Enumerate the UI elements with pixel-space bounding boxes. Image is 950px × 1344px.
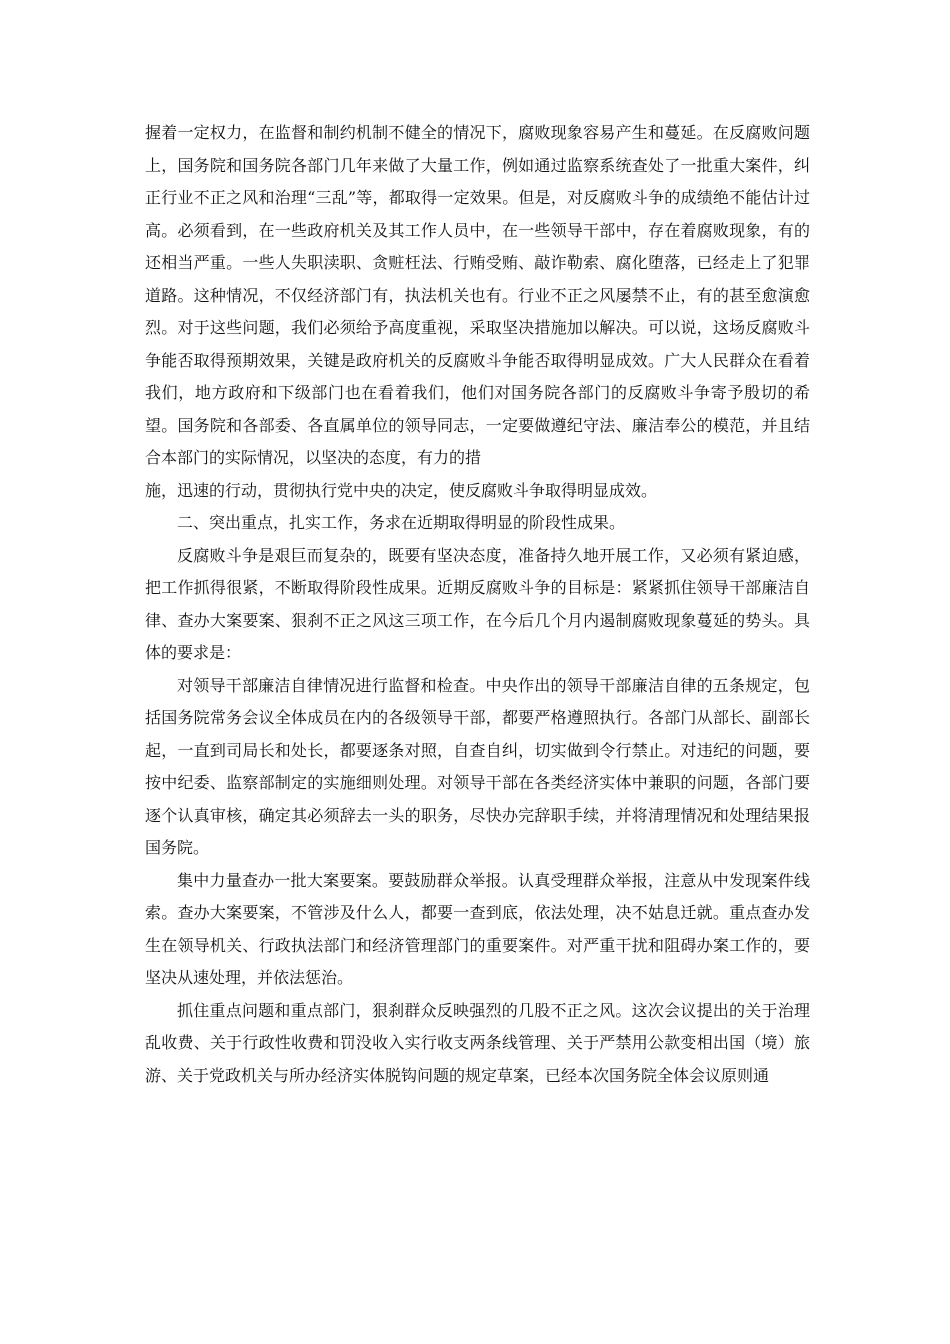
paragraph: 反腐败斗争是艰巨而复杂的，既要有坚决态度，准备持久地开展工作，又必须有紧迫感，把工作抓得很紧，不断取得阶段性成果。近期反腐败斗争的目标是：紧紧抓住领导干部廉洁自律、查办大案要案、狠刹不正之风这三项工作，在今后几个月内遏制腐败现象蔓延的势头。具体的要求是：: [145, 545, 810, 662]
paragraph-continued: 握着一定权力，在监督和制约机制不健全的情况下，腐败现象容易产生和蔓延。在反腐败问题上，国务院和国务院各部门几年来做了大量工作，例如通过监察系统查处了一批重大案件，纠正行业不正之风和治理“三乱”等，都取得一定效果。但是，对反腐败斗争的成绩绝不能估计过高。必须看到，在一些政府机关及其工作人员中，在一些领导干部中，存在着腐败现象，有的还相当严重。一些人失职渎职、贪赃枉法、行贿受贿、敲诈勒索、腐化堕落，已经走上了犯罪道路。这种情况，不仅经济部门有，执法机关也有。行业不正之风屡禁不止，有的甚至愈演愈烈。对于这些问题，我们必须给予高度重视，采取坚决措施加以解决。可以说，这场反腐败斗争能否取得预期效果，关键是政府机关的反腐败斗争能否取得明显成效。广大人民群众在看着我们，地方政府和下级部门也在看着我们，他们对国务院各部门的反腐败斗争寄予殷切的希望。国务院和各部委、各直属单位的领导同志，一定要做遵纪守法、廉洁奉公的模范，并且结合本部门的实际情况，以坚决的态度，有力的措: [145, 123, 810, 467]
paragraph: 集中力量查办一批大案要案。要鼓励群众举报。认真受理群众举报，注意从中发现案件线索。查办大案要案，不管涉及什么人，都要一查到底，依法处理，决不姑息迁就。重点查办发生在领导机关、行政执法部门和经济管理部门的重要案件。对严重干扰和阻碍办案工作的，要坚决从速处理，并依法惩治。: [145, 870, 810, 987]
section-heading: 二、突出重点，扎实工作，务求在近期取得明显的阶段性成果。: [177, 513, 626, 532]
paragraph: 对领导干部廉洁自律情况进行监督和检查。中央作出的领导干部廉洁自律的五条规定，包括国务院常务会议全体成员在内的各级领导干部，都要严格遵照执行。各部门从部长、副部长起，一直到司局长和处长，都要逐条对照，自查自纠，切实做到令行禁止。对违纪的问题，要按中纪委、监察部制定的实施细则处理。对领导干部在各类经济实体中兼职的问题，各部门要逐个认真审核，确定其必须辞去一头的职务，尽快办完辞职手续，并将清理情况和处理结果报国务院。: [145, 675, 810, 857]
paragraph-continued-line: 施，迅速的行动，贯彻执行党中央的决定，使反腐败斗争取得明显成效。: [145, 480, 658, 500]
document-body: [145, 117, 810, 1092]
paragraph: 抓住重点问题和重点部门，狠刹群众反映强烈的几股不正之风。这次会议提出的关于治理乱收费、关于行政性收费和罚没收入实行收支两条线管理、关于严禁用公款变相出国（境）旅游、关于党政机关与所办经济实体脱钩问题的规定草案，已经本次国务院全体会议原则通: [145, 1000, 810, 1085]
